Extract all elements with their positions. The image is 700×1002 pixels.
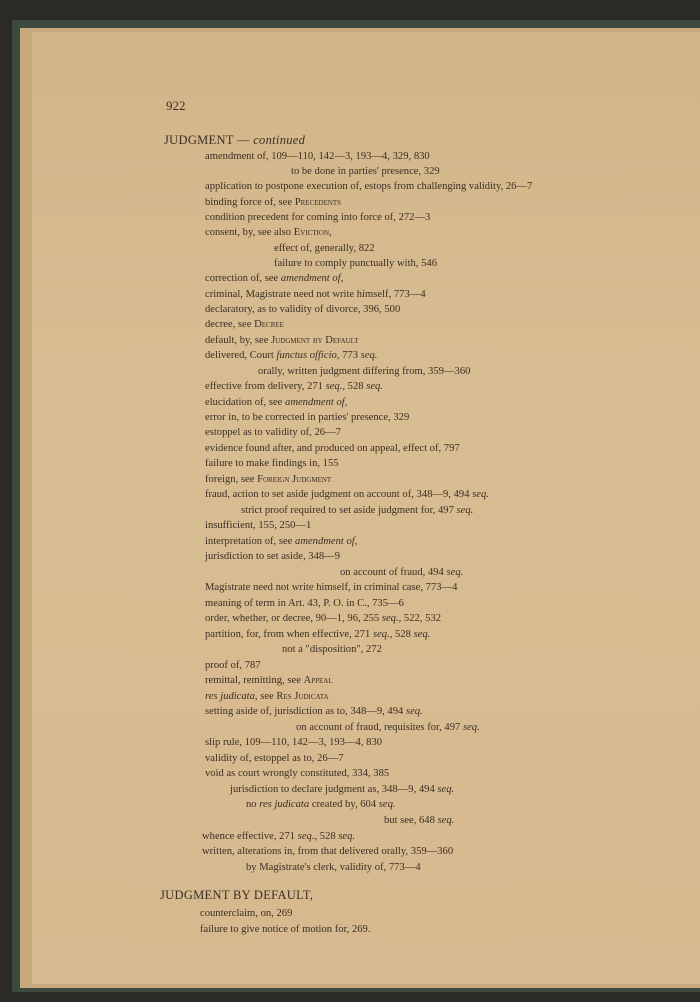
index-entry: amendment of, 109—110, 142—3, 193—4, 329, 830: [205, 151, 430, 162]
entry-text: decree, see: [205, 319, 255, 330]
index-entry: proof of, 787: [205, 660, 261, 671]
index-entry: jurisdiction to set aside, 348—9: [205, 551, 341, 562]
index-entry: void as court wrongly constituted, 334, 385: [205, 768, 390, 779]
cross-reference: amendment of,: [280, 273, 344, 284]
index-subentry: [384, 813, 454, 828]
index-subentry: [230, 782, 454, 797]
index-heading-judgment-by-default: JUDGMENT BY DEFAULT,: [160, 888, 314, 902]
index-entry: insufficient, 155, 250—1: [205, 520, 312, 531]
cross-reference: Judgment by Default: [271, 335, 359, 346]
index-entry: [205, 395, 347, 410]
seq-term: seq.: [446, 567, 464, 578]
index-entry: [205, 472, 331, 487]
entry-text: see: [257, 691, 277, 702]
entry-text: consent, by, see also: [205, 227, 294, 238]
entry-text: setting aside of, jurisdiction as to, 348—9, 494: [205, 706, 406, 717]
cross-reference: Eviction,: [293, 227, 332, 238]
index-entry: [205, 534, 357, 549]
entry-text: remittal, remitting, see: [205, 675, 304, 686]
index-entry: [205, 673, 333, 688]
index-subentry: [296, 720, 480, 735]
cross-reference: Foreign Judgment: [257, 474, 332, 485]
entry-text: fraud, action to set aside judgment on account of, 348—9, 494: [205, 489, 473, 500]
seq-term: seq.: [437, 815, 455, 826]
index-entry: meaning of term in Art. 43, P. O. in C., 735—6: [205, 598, 404, 609]
index-entry: [205, 379, 383, 394]
index-entry: failure to make findings in, 155: [205, 458, 339, 469]
index-entry: error in, to be corrected in parties' presence, 329: [205, 412, 410, 423]
latin-term: res judicata,: [205, 691, 258, 702]
cross-reference: Precedents: [294, 197, 342, 208]
entry-text: default, by, see: [205, 335, 272, 346]
index-subentry: to be done in parties' presence, 329: [291, 166, 440, 177]
latin-term: res judicata: [259, 799, 310, 810]
seq-term: seq.: [462, 722, 480, 733]
entry-text: 528: [317, 831, 339, 842]
index-entry: [205, 225, 332, 240]
index-entry: application to postpone execution of, estops from challenging validity, 26—7: [205, 181, 533, 192]
seq-term: seq.: [366, 381, 383, 392]
entry-text: 773: [339, 350, 361, 361]
seq-term: seq.,: [325, 381, 346, 392]
index-subentry: effect of, generally, 822: [274, 243, 375, 254]
index-subentry: failure to comply punctually with, 546: [274, 258, 437, 269]
heading-dash: —: [233, 133, 254, 147]
entry-text: foreign, see: [205, 474, 258, 485]
index-entry: validity of, estoppel as to, 26—7: [205, 753, 344, 764]
seq-term: seq.: [456, 505, 474, 516]
index-entry: written, alterations in, from that delivered orally, 359—360: [202, 846, 454, 857]
index-subentry: [241, 503, 473, 518]
entry-text: interpretation of, see: [205, 536, 296, 547]
seq-term: seq.,: [381, 613, 402, 624]
index-subentry: [246, 797, 396, 812]
cross-reference: amendment of,: [285, 397, 348, 408]
entry-text: whence effective, 271: [202, 831, 298, 842]
index-entry: evidence found after, and produced on appeal, effect of, 797: [205, 443, 460, 454]
entry-text: created by, 604: [309, 799, 379, 810]
entry-text: jurisdiction to declare judgment as, 348—9, 494: [230, 784, 438, 795]
entry-text: elucidation of, see: [205, 397, 286, 408]
seq-term: seq.: [378, 799, 396, 810]
seq-term: seq.,: [372, 629, 393, 640]
entry-text: on account of fraud, requisites for, 497: [296, 722, 463, 733]
entry-text: delivered, Court: [205, 350, 277, 361]
entry-text: correction of, see: [205, 273, 281, 284]
index-subentry: orally, written judgment differing from, 359—360: [258, 366, 471, 377]
entry-text: order, whether, or decree, 90—1, 96, 255: [205, 613, 382, 624]
index-entry: [205, 611, 441, 626]
index-entry: estoppel as to validity of, 26—7: [205, 427, 341, 438]
index-entry: [205, 195, 341, 210]
index-entry: [205, 348, 377, 363]
heading-continued: continued: [253, 133, 306, 147]
seq-term: seq.: [360, 350, 378, 361]
index-entry: [205, 317, 284, 332]
entry-text: binding force of, see: [205, 197, 295, 208]
seq-term: seq.: [413, 629, 431, 640]
index-entry: [205, 271, 343, 286]
seq-term: seq.: [472, 489, 489, 500]
cross-reference: Decree: [254, 319, 284, 330]
index-entry: [205, 333, 359, 348]
entry-text: 522, 532: [401, 613, 441, 624]
seq-term: seq.: [437, 784, 455, 795]
index-subentry: not a "disposition", 272: [282, 644, 382, 655]
index-entry: [205, 487, 489, 502]
seq-term: seq.: [405, 706, 423, 717]
entry-text: partition, for, from when effective, 271: [205, 629, 373, 640]
page-number: 922: [166, 98, 186, 113]
heading-title: JUDGMENT: [164, 133, 234, 147]
index-entry: condition precedent for coming into force of, 272—3: [205, 212, 431, 223]
index-entry: criminal, Magistrate need not write himself, 773—4: [205, 289, 426, 300]
index-entry: Magistrate need not write himself, in criminal case, 773—4: [205, 582, 458, 593]
index-heading-judgment: [164, 133, 305, 148]
entry-text: 528: [392, 629, 414, 640]
index-entry: counterclaim, on, 269: [200, 908, 293, 919]
index-subentry: by Magistrate's clerk, validity of, 773—4: [246, 862, 421, 873]
cross-reference: Appeal: [303, 675, 333, 686]
index-entry: [205, 704, 423, 719]
entry-text: effective from delivery, 271: [205, 381, 326, 392]
entry-text: 528: [345, 381, 367, 392]
entry-text: no: [246, 799, 260, 810]
index-entry: [205, 689, 329, 704]
index-subentry: [340, 565, 463, 580]
index-entry: declaratory, as to validity of divorce, 396, 500: [205, 304, 401, 315]
entry-text: on account of fraud, 494: [340, 567, 447, 578]
index-entry: [205, 627, 430, 642]
entry-text: strict proof required to set aside judgment for, 497: [241, 505, 457, 516]
latin-term: functus officio,: [276, 350, 340, 361]
seq-term: seq.,: [297, 831, 318, 842]
index-entry: [202, 829, 355, 844]
entry-text: but see, 648: [384, 815, 438, 826]
cross-reference: Res Judicata: [276, 691, 329, 702]
cross-reference: amendment of,: [295, 536, 358, 547]
index-entry: slip rule, 109—110, 142—3, 193—4, 830: [205, 737, 383, 748]
seq-term: seq.: [338, 831, 356, 842]
index-entry: failure to give notice of motion for, 269.: [200, 924, 371, 935]
